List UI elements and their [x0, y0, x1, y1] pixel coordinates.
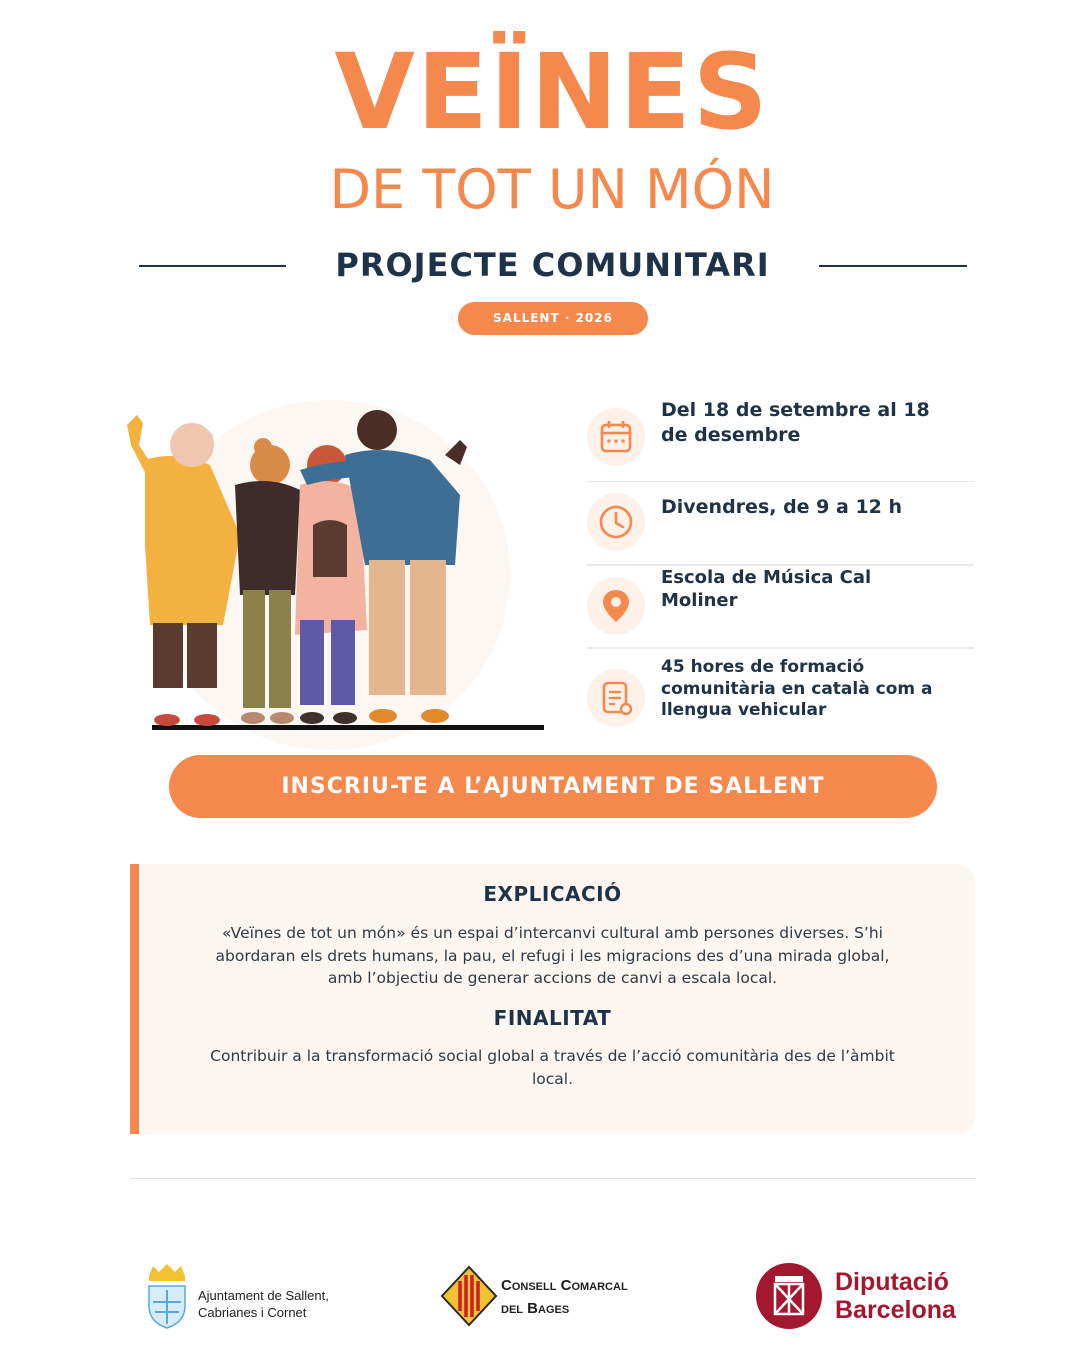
clock-icon	[587, 493, 645, 551]
explanation-text	[180, 922, 925, 990]
divider	[587, 647, 974, 649]
project-heading: PROJECTE COMUNITARI	[335, 246, 770, 284]
info-dates	[587, 399, 974, 475]
divider-left	[139, 265, 286, 267]
sallent-crest-icon	[145, 1262, 189, 1330]
purpose-text	[180, 1045, 925, 1090]
bages-logo-line2: del Bages	[501, 1300, 570, 1317]
explanation-line: amb l’objectiu de generar accions de canvi a escala local.	[327, 969, 778, 987]
info-dates-line2: de desembre	[661, 424, 801, 446]
info-hours	[587, 657, 974, 727]
subtitle: DE TOT UN MÓN	[329, 158, 775, 221]
register-button[interactable]: INSCRIU-TE A L’AJUNTAMENT DE SALLENT	[169, 755, 937, 818]
calendar-icon	[587, 408, 645, 466]
sallent-logo-line2: Cabrianes i Cornet	[198, 1305, 307, 1320]
info-location-line1: Escola de Música Cal	[661, 567, 872, 588]
info-time	[587, 490, 974, 560]
explanation-title: EXPLICACIÓ	[483, 882, 622, 906]
accent-bar	[130, 864, 139, 1134]
divider	[587, 481, 974, 482]
bages-logo-line1: Consell Comarcal	[501, 1277, 628, 1294]
bages-logo	[440, 1265, 680, 1330]
sallent-logo-line1: Ajuntament de Sallent,	[198, 1288, 329, 1303]
info-location-line2: Moliner	[661, 590, 738, 611]
info-hours-line1: 45 hores de formació	[661, 657, 865, 677]
info-hours-line2: comunitària en català com a	[661, 678, 933, 699]
divider-right	[819, 265, 967, 267]
explanation-box	[130, 864, 975, 1134]
location-year-badge: SALLENT · 2026	[458, 302, 648, 335]
footer-divider	[130, 1178, 975, 1179]
diputacio-seal-icon	[755, 1262, 823, 1330]
purpose-line: Contribuir a la transformació social global a través de l’acció comunitària des de l’àmbit	[210, 1047, 895, 1065]
sallent-logo	[145, 1262, 365, 1332]
friends-hugging-illustration	[115, 385, 555, 750]
purpose-line: local.	[531, 1069, 574, 1088]
purpose-title: FINALITAT	[493, 1006, 612, 1030]
location-pin-icon	[587, 577, 645, 635]
document-icon	[587, 669, 645, 727]
explanation-line: abordaran els drets humans, la pau, el refugi i les migracions des d’una mirada global,	[215, 946, 890, 965]
info-dates-line1: Del 18 de setembre al 18	[661, 399, 930, 421]
info-hours-line3: llengua vehicular	[661, 700, 827, 720]
info-location	[587, 567, 974, 642]
explanation-line: «Veïnes de tot un món» és un espai d’intercanvi cultural amb persones diverses. S’hi	[222, 924, 883, 942]
diputacio-logo-line2: Barcelona	[835, 1296, 956, 1324]
bages-crest-icon	[440, 1265, 498, 1327]
diputacio-logo	[755, 1262, 970, 1332]
info-time-line1: Divendres, de 9 a 12 h	[661, 496, 903, 518]
main-title: VEÏNES	[334, 31, 770, 153]
diputacio-logo-line1: Diputació	[835, 1268, 949, 1296]
